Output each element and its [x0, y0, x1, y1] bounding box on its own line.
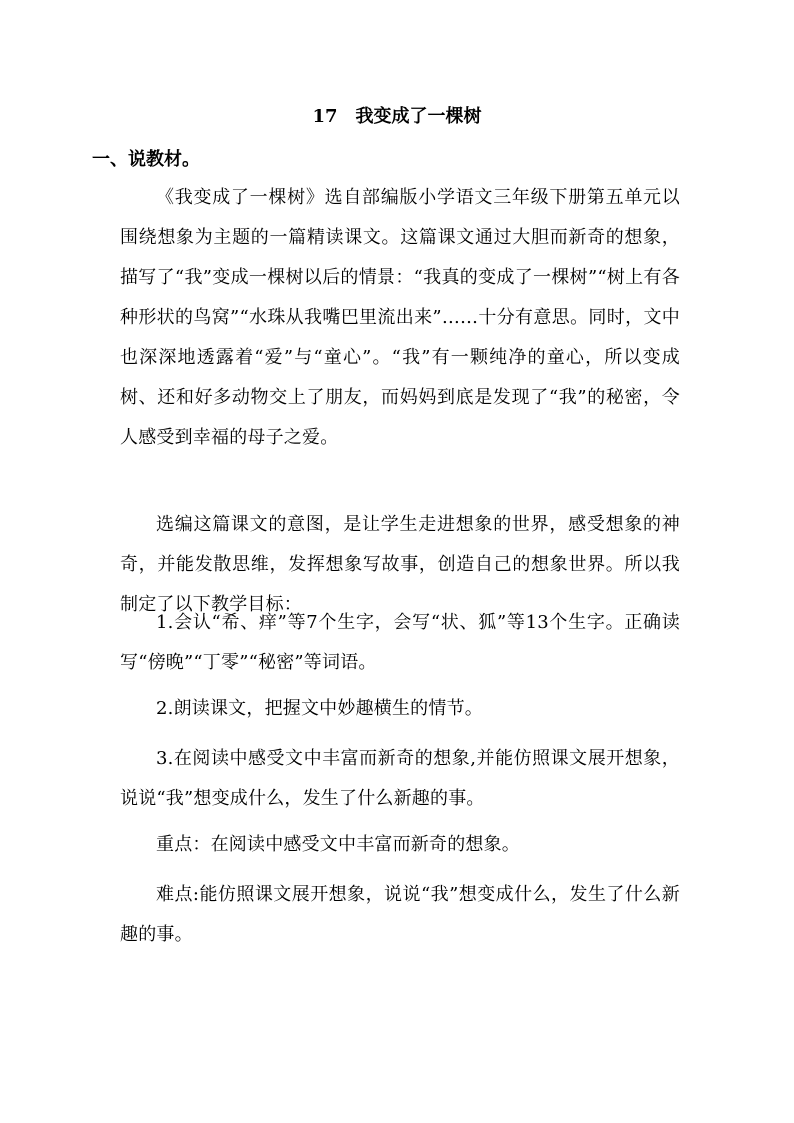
- paragraph-text: 3.在阅读中感受文中丰富而新奇的想象,并能仿照课文展开想象，说说“我”想变成什么，发生了什么新趣的事。: [120, 748, 680, 809]
- paragraph-text: 2.朗读课文，把握文中妙趣横生的情节。: [156, 698, 483, 719]
- paragraph-difficult-point: [120, 875, 680, 955]
- paragraph-goal-2: [120, 689, 680, 729]
- paragraph-text: 1.会认“希、痒”等7个生字，会写“状、狐”等13个生字。正确读写“傍晚”“丁零”“秘密”等词语。: [120, 612, 680, 673]
- paragraph-textbook-intro: [120, 178, 680, 458]
- paragraph-text: 重点：在阅读中感受文中丰富而新奇的想象。: [156, 834, 520, 855]
- paragraph-key-point: [120, 825, 680, 865]
- document-title: 17 我变成了一棵树: [312, 106, 482, 127]
- paragraph-text: 《我变成了一棵树》选自部编版小学语文三年级下册第五单元以围绕想象为主题的一篇精读课文。这篇课文通过大胆而新奇的想象，描写了“我”变成一棵树以后的情景：“我真的变成了一棵树”“树上有各种形状的鸟窝”“水珠从我嘴巴里流出来”……十分有意思。同时，文中也深深地透露着“爱”与“童心”。“我”有一颗纯净的童心，所以变成树、还和好多动物交上了朋友，而妈妈到底是发现了“我”的秘密，令人感受到幸福的母子之爱。: [120, 187, 680, 448]
- paragraph-goal-1: [120, 603, 680, 683]
- paragraph-goal-3: [120, 739, 680, 819]
- section-heading: 一、说教材。: [92, 149, 200, 170]
- paragraph-text: 选编这篇课文的意图，是让学生走进想象的世界，感受想象的神奇，并能发散思维，发挥想象写故事，创造自己的想象世界。所以我制定了以下教学目标：: [120, 514, 680, 615]
- paragraph-text: 难点:能仿照课文展开想象，说说“我”想变成什么，发生了什么新趣的事。: [120, 884, 680, 945]
